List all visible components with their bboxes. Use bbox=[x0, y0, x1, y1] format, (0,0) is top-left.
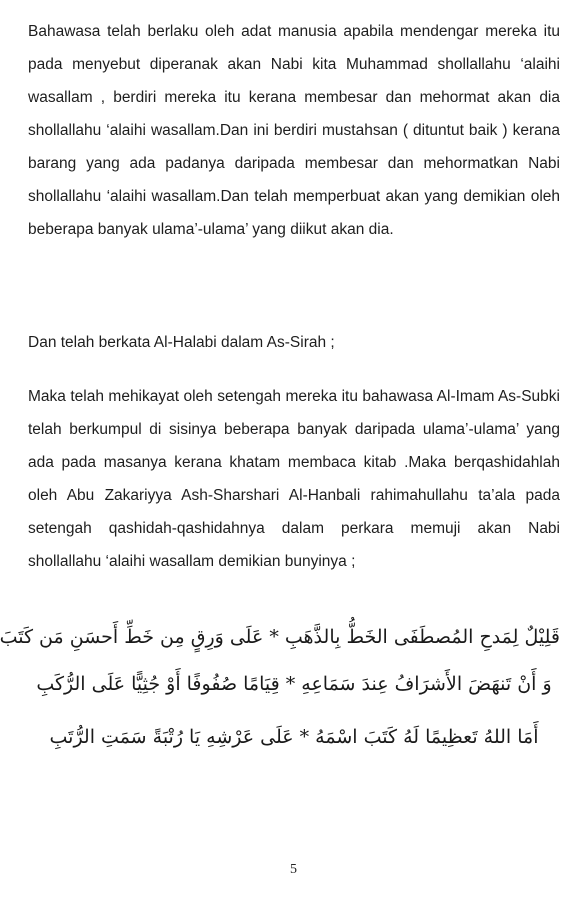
arabic-verse-2: وَ أَنْ تَنهَضَ الأَشرَافُ عِندَ سَمَاعِهِ * قِيَامًا صُفُوفًا أَوْ جُثِيًّا عَلَى الرُّكَبِ bbox=[36, 673, 552, 695]
arabic-verse-1: قَلِيْلٌ لِمَدحِ المُصطَفَى الخَطُّ بِالذَّهَبِ * عَلَى وَرِقٍ مِن خَطِّ أَحسَنِ مَن كَتَبَ bbox=[0, 626, 560, 648]
arabic-verse-3: أَمَا اللهُ تَعظِيمًا لَهُ كَتَبَ اسْمَهُ * عَلَى عَرْشِهِ يَا رُتْبَةً سَمَتِ الرُّتَبِ bbox=[49, 726, 539, 748]
paragraph-halabi: Dan telah berkata Al-Halabi dalam As-Sirah ; bbox=[28, 334, 335, 351]
paragraph-intro: Bahawasa telah berlaku oleh adat manusia apabila mendengar mereka itu pada menyebut diperanak akan Nabi kita Muhammad shollallahu ‘alaihi wasallam , berdiri mereka itu kerana membesar dan mehormat akan dia shollallahu ‘alaihi wasallam.Dan ini berdiri mustahsan ( dituntut baik ) kerana barang yang ada padanya daripada membesar dan mehormatkan Nabi shollallahu ‘alaihi wasallam.Dan telah memperbuat akan yang demikian oleh beberapa banyak ulama’-ulama’ yang diikut akan dia. bbox=[28, 23, 560, 238]
paragraph-hikayat: Maka telah mehikayat oleh setengah mereka itu bahawasa Al-Imam As-Subki telah berkumpul di sisinya beberapa banyak daripada ulama’-ulama’ yang ada pada masanya kerana khatam membaca kitab .Maka berqashidahlah oleh Abu Zakariyya Ash-Sharshari Al-Hanbali rahimahullahu ta’ala pada setengah qashidah-qashidahnya dalam perkara memuji akan Nabi shollallahu ‘alaihi wasallam demikian bunyinya ; bbox=[28, 388, 560, 570]
page-number: 5 bbox=[290, 862, 297, 877]
